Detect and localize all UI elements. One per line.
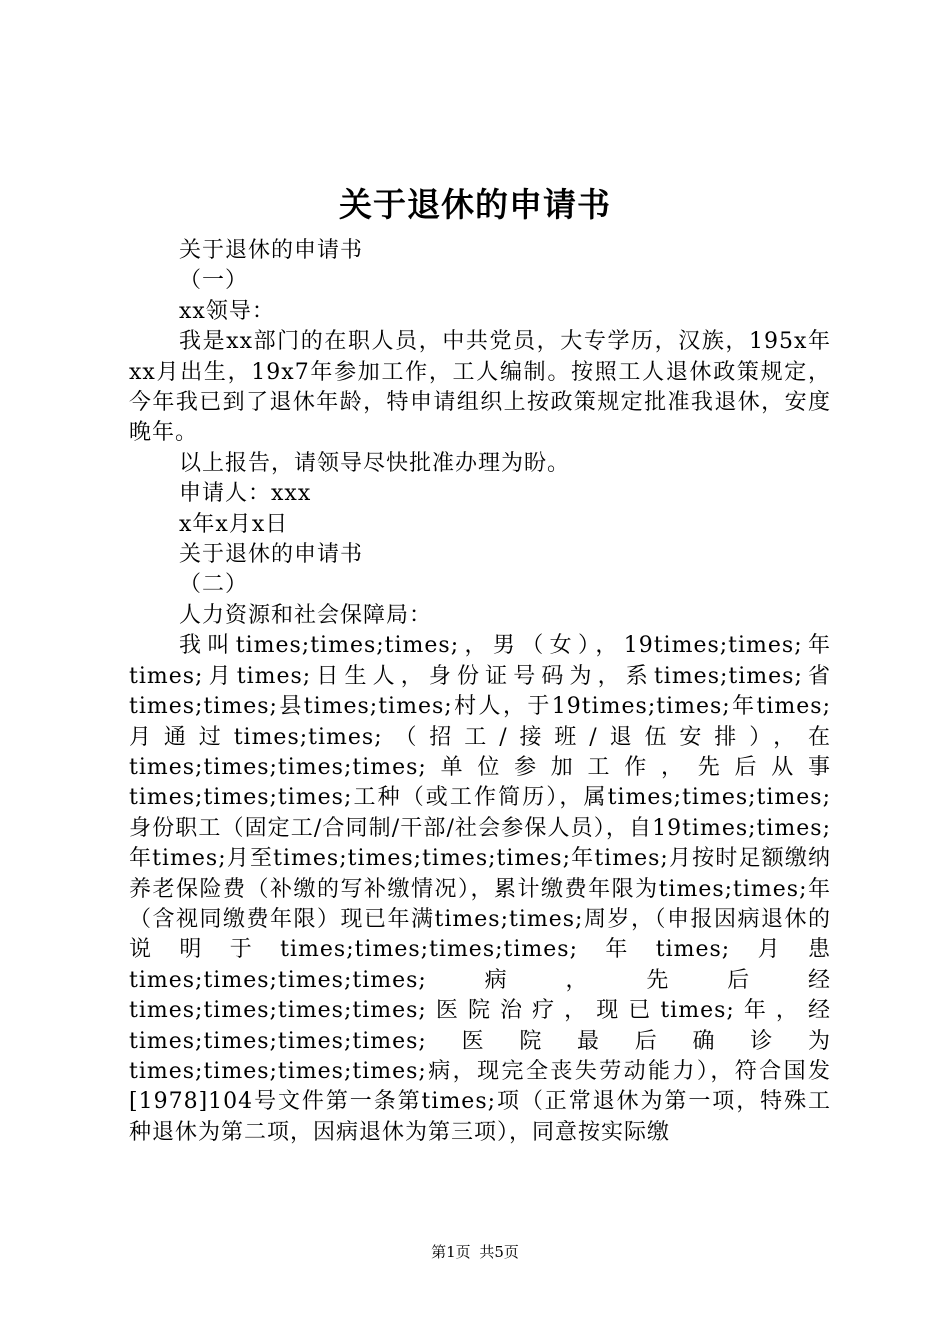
date-line: x年x月x日	[179, 511, 289, 537]
section-two-marker: （二）	[179, 572, 249, 598]
closing-line: 以上报告，请领导尽快批准办理为盼。	[179, 450, 571, 476]
salutation-one: xx领导：	[179, 298, 275, 324]
subtitle-one: 关于退休的申请书	[179, 238, 364, 263]
page-number: 第1页 共5页	[431, 1243, 519, 1261]
salutation-two: 人力资源和社会保障局：	[179, 602, 433, 628]
body-paragraph-one: 我是xx部门的在职人员，中共党员，大专学历，汉族，195x年xx月出生，19x7年参加工作，工人编制。按照工人退休政策规定，今年我已到了退休年龄，特申请组织上按政策规定批准我退休，安度晚年。	[129, 329, 831, 446]
body-paragraph-two: 我叫times;times;times;，男（女），19times;times;年times;月times;日生人，身份证号码为，系times;times;省times;times;县times;times;村人，于19times;times;年times;月通过times;times;（招工/接班/退伍安排），在times;times;times;times;单位参加工作，先后从事times;times;times;工种（或工作简历），属times;times;times;身份职工（固定工/合同制/干部/社会参保人员），自19times;times;年times;月至times;times;times;times;年times;月按时足额缴纳养老保险费（补缴的写补缴情况），累计缴费年限为times;times;年（含视同缴费年限）现已年满times;times;周岁，（申报因病退休的说明于times;times;times;times;年times;月患times;times;times;times;病，先后经times;times;times;times;医院治疗，现已times;年，经times;times;times;times;医院最后确诊为times;times;times;times;病，现完全丧失劳动能力），符合国发[1978]104号文件第一条第times;项（正常退休为第一项，特殊工种退休为第二项，因病退休为第三项），同意按实际缴	[129, 633, 831, 1145]
subtitle-two: 关于退休的申请书	[179, 542, 364, 568]
applicant-line: 申请人：xxx	[179, 481, 312, 507]
document-body	[129, 236, 831, 1148]
section-one-marker: （一）	[179, 268, 249, 294]
document-title: 关于退休的申请书	[339, 185, 611, 224]
